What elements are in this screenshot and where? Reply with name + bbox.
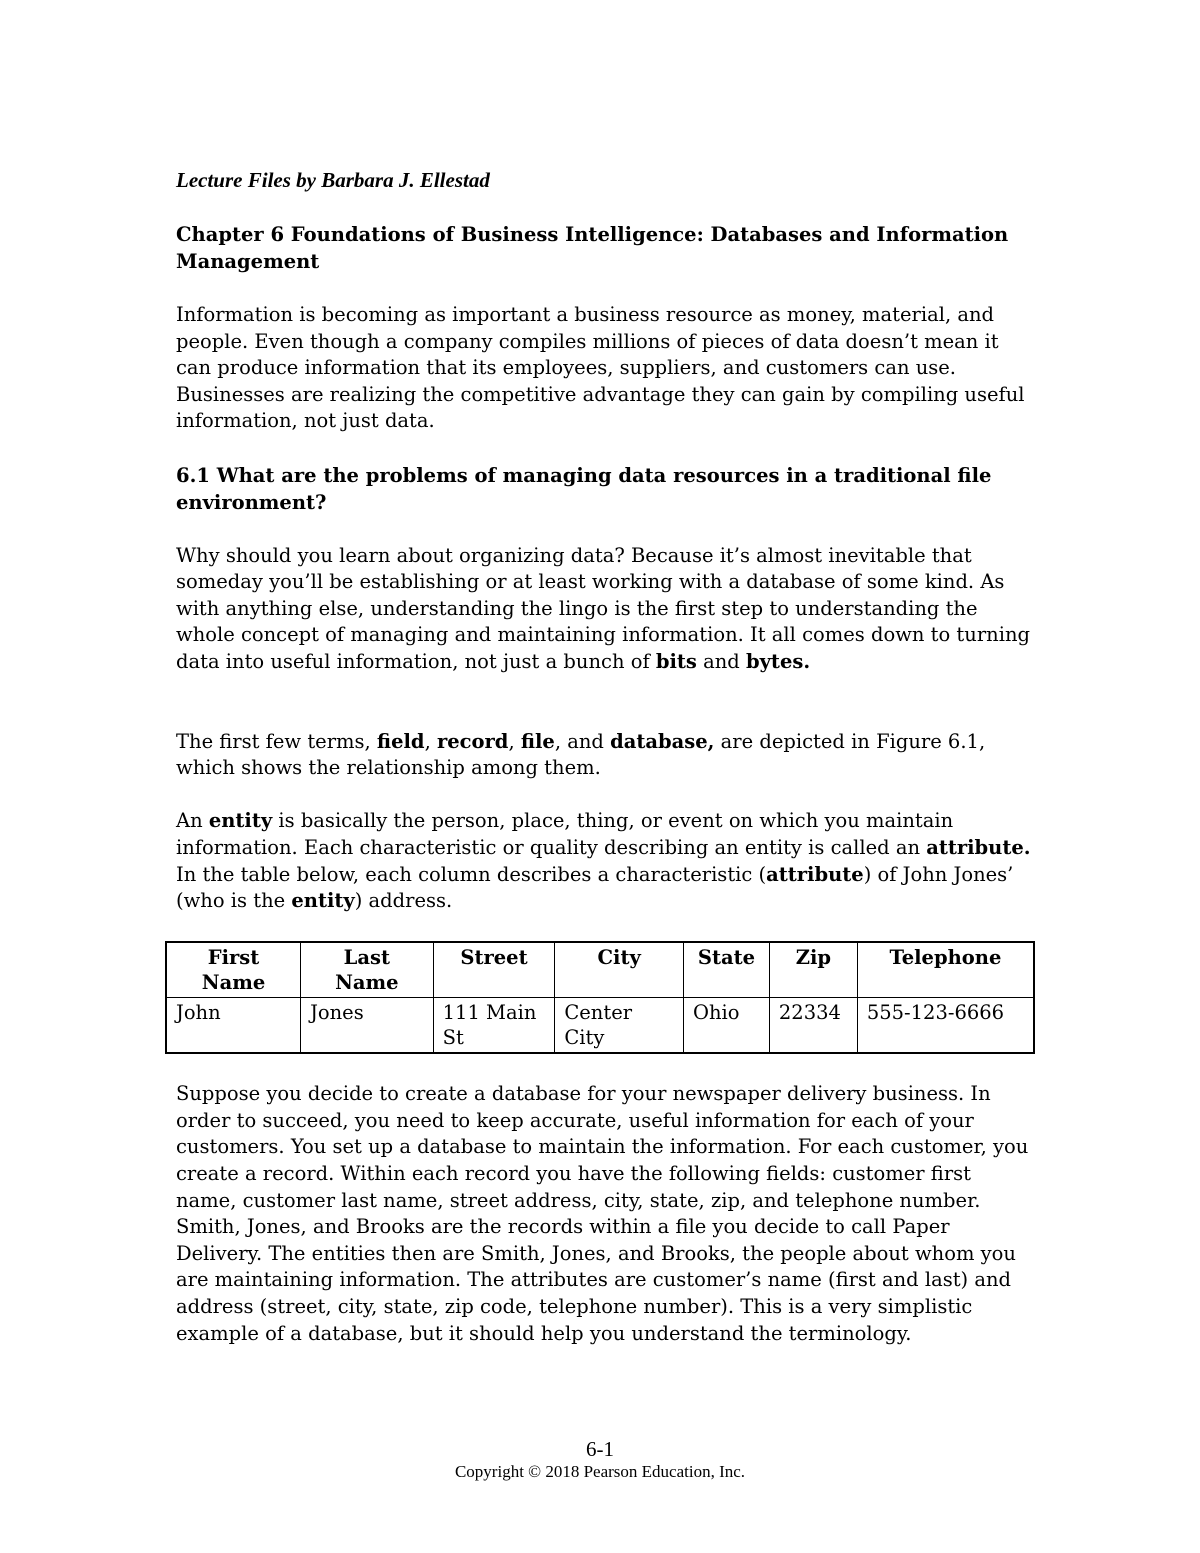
table-cell: Center City: [555, 998, 684, 1054]
author-line: Lecture Files by Barbara J. Ellestad: [176, 168, 490, 192]
table-cell: Ohio: [683, 998, 769, 1054]
table-cell: 555-123-6666: [857, 998, 1034, 1054]
terms-sep1: ,: [424, 729, 437, 753]
paragraph-terms: [176, 729, 1036, 782]
term-field: field: [376, 729, 425, 753]
section-heading: 6.1 What are the problems of managing data resources in a traditional file environment?: [176, 463, 992, 514]
address-attributes-table: [165, 941, 1035, 1054]
term-database: database,: [610, 729, 715, 753]
table-row: [166, 998, 1034, 1054]
entity-mid3: ) of John Jones’ (who is the: [176, 862, 1014, 913]
table-header-cell: Street: [433, 942, 555, 998]
paragraph-why-and: and: [696, 649, 746, 673]
table-header-cell: First Name: [166, 942, 301, 998]
terms-sep3: , and: [554, 729, 611, 753]
document-body: [176, 167, 1036, 1374]
term-entity-2: entity: [291, 889, 355, 913]
term-attribute-2: attribute: [766, 862, 864, 886]
table-header-cell: City: [555, 942, 684, 998]
paragraph-entity: [176, 808, 1036, 914]
terms-pre: The first few terms,: [176, 729, 377, 753]
term-entity: entity: [208, 809, 273, 833]
paragraph-suppose: Suppose you decide to create a database for your newspaper delivery business. In order to succeed, you need to keep accurate, useful information for each of your customers. You set up a database to maintain the information. For each customer, you create a record. Within each record you have the following fields: customer first name, customer last name, street address, city, state, zip, and telephone number. Smith, Jones, and Brooks are the records within a file you decide to call Paper Delivery. The entities then are Smith, Jones, and Brooks, the people about whom you are maintaining information. The attributes are customer’s name (first and last) and address (street, city, state, zip code, telephone number). This is a very simplistic example of a database, but it should help you understand the terminology.: [176, 1082, 1029, 1345]
paragraph-why-text: Why should you learn about organizing data? Because it’s almost inevitable that someday you’ll be establishing or at least working with a database of some kind. As with anything else, understanding the lingo is the first step to understanding the whole concept of managing and maintaining information. It all comes down to turning data into useful information, not just a bunch of: [176, 543, 1030, 673]
table-header-cell: Telephone: [857, 942, 1034, 998]
table-header-row: [166, 942, 1034, 998]
table-cell: 22334: [769, 998, 857, 1054]
entity-mid1: is basically the person, place, thing, or event on which you maintain information. Each characteristic or quality describing an entity is called an: [176, 809, 954, 859]
entity-mid2: In the table below, each column describes a characteristic (: [176, 862, 767, 886]
table-cell: John: [166, 998, 301, 1054]
page-number: 6-1: [586, 1437, 614, 1461]
chapter-title: Chapter 6 Foundations of Business Intelligence: Databases and Information Management: [176, 223, 1009, 273]
entity-post: ) address.: [354, 889, 453, 913]
intro-paragraph: Information is becoming as important a business resource as money, material, and people. Even though a company compiles millions of pieces of data doesn’t mean it can produce information that its employees, suppliers, and customers can use. Businesses are realizing the competitive advantage they can gain by compiling useful information, not just data.: [176, 303, 1025, 433]
terms-post: are depicted in Figure 6.1, which shows the relationship among them.: [176, 729, 986, 780]
terms-sep2: ,: [508, 729, 521, 753]
term-attribute: attribute.: [926, 835, 1031, 859]
paragraph-why-learn: [176, 543, 1036, 676]
term-bytes: bytes.: [745, 649, 811, 673]
table-header-cell: State: [683, 942, 769, 998]
term-bits: bits: [655, 649, 697, 673]
table-cell: 111 Main St: [433, 998, 555, 1054]
table-header-cell: Last Name: [301, 942, 434, 998]
entity-pre: An: [176, 809, 209, 833]
term-file: file: [520, 729, 555, 753]
term-record: record: [436, 729, 509, 753]
copyright-notice: Copyright © 2018 Pearson Education, Inc.: [454, 1462, 746, 1481]
table-header-cell: Zip: [769, 942, 857, 998]
table-cell: Jones: [301, 998, 434, 1054]
